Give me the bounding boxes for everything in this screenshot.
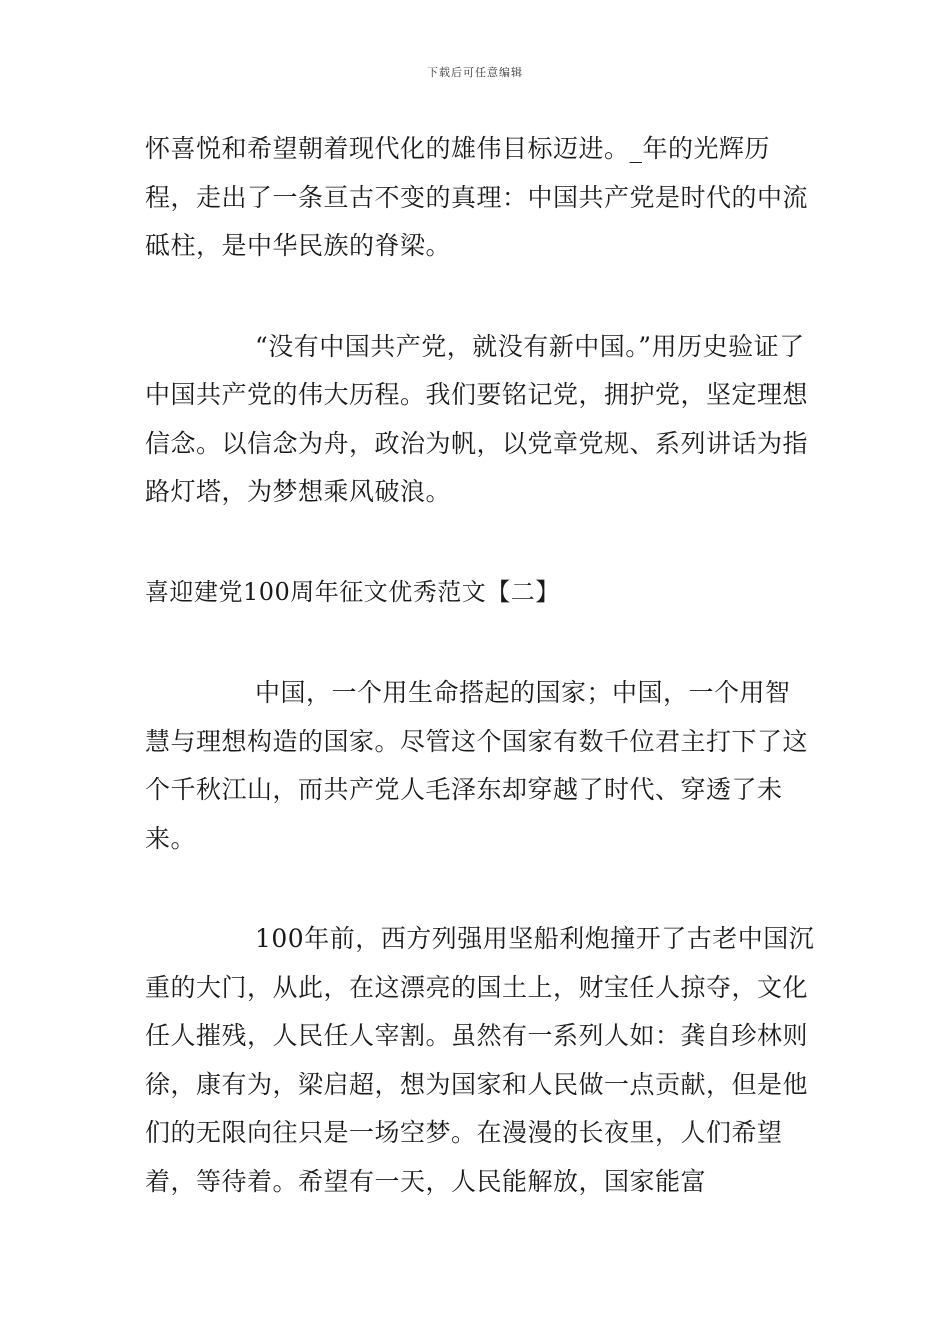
- document-body: [145, 125, 815, 1206]
- paragraph-quote: “没有中国共产党，就没有新中国。”用历史验证了中国共产党的伟大历程。我们要铭记党，拥护党，坚定理想信念。以信念为舟，政治为帆，以党章党规、系列讲话为指路灯塔，为梦想乘风破浪。: [145, 331, 809, 506]
- paragraph-history: 100年前，西方列强用坚船利炮撞开了古老中国沉重的大门，从此，在这漂亮的国土上，财宝任人掠夺，文化任人摧残，人民任人宰割。虽然有一系列人如：龚自珍林则徐，康有为，梁启超，想为国家和人民做一点贡献，但是他们的无限向往只是一场空梦。在漫漫的长夜里，人们希望着，等待着。希望有一天，人民能解放，国家能富: [145, 924, 815, 1196]
- paragraph-china: 中国，一个用生命搭起的国家；中国，一个用智慧与理想构造的国家。尽管这个国家有数千位君主打下了这个千秋江山，而共产党人毛泽东却穿越了时代、穿透了未来。: [145, 678, 809, 853]
- page-header-note: 下载后可任意编辑: [427, 66, 523, 79]
- paragraph-continued: 怀喜悦和希望朝着现代化的雄伟目标迈进。_年的光辉历程，走出了一条亘古不变的真理：中国共产党是时代的中流砥柱，是中华民族的脊梁。: [145, 134, 809, 260]
- section-heading: 喜迎建党100周年征文优秀范文【二】: [145, 577, 560, 606]
